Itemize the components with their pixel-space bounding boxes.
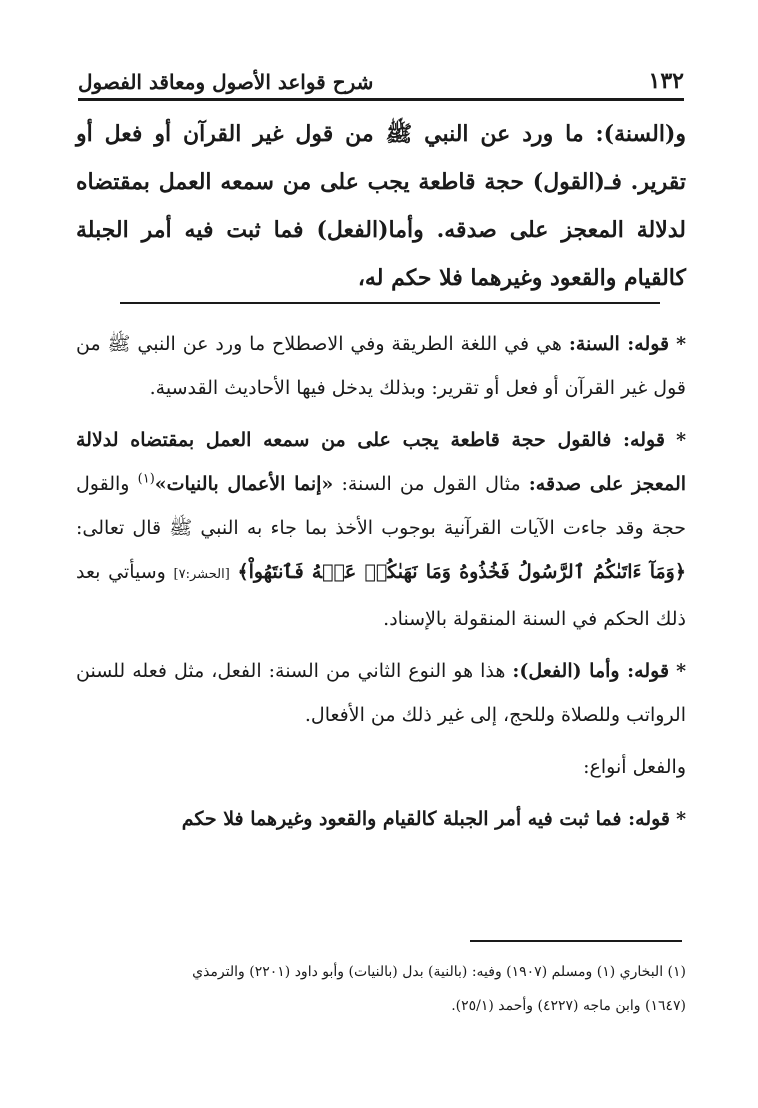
commentary-paragraph-jibillah (76, 797, 686, 841)
paragraph-text: هذا هو النوع الثاني من السنة: الفعل، مثل فعله للسنن الرواتب وللصلاة وللحج، إلى غير ذلك من الأفعال. (76, 660, 686, 726)
paragraph-lead: قوله: فالقول حجة قاطعة يجب على من سمعه العمل بمقتضاه لدلالة المعجز على صدقه: (76, 429, 687, 495)
star-marker: * (676, 333, 687, 355)
quran-ayah: ﴿وَمَآ ءَاتَىٰكُمُ ٱلرَّسُولُ فَخُذُوهُ وَمَا نَهَىٰكُمۡ عَنۡهُ فَٱنتَهُواْ﴾ (237, 561, 686, 583)
paragraph-text: هي في اللغة الطريقة وفي الاصطلاح ما ورد عن النبي ﷺ من قول غير القرآن أو فعل أو تقرير: وبذلك يدخل فيها الأحاديث القدسية. (76, 333, 686, 399)
commentary-paragraph-fil (76, 649, 686, 737)
paragraph-text: والفعل أنواع: (583, 756, 686, 778)
hadith-quote: «إنما الأعمال بالنيات» (154, 473, 334, 495)
page-header (78, 60, 684, 101)
page-number: ١٣٢ (648, 68, 684, 94)
star-marker: * (676, 660, 686, 682)
footnote-marker[interactable]: (١) (137, 471, 155, 487)
commentary-paragraph-types (76, 745, 686, 789)
running-title: شرح قواعد الأصول ومعاقد الفصول (78, 70, 374, 94)
footnotes (76, 955, 686, 1023)
footnote-line: (١) البخاري (١) ومسلم (١٩٠٧) وفيه: (بالنية) بدل (بالنيات) وأبو داود (٢٢٠١) والترمذي (192, 964, 686, 980)
star-marker: * (676, 808, 686, 830)
footnote-line: (١٦٤٧) وابن ماجه (٤٢٢٧) وأحمد (٢٥/١). (451, 998, 686, 1014)
commentary (76, 322, 686, 841)
paragraph-text: مثال القول من السنة: (341, 473, 521, 495)
paragraph-text: وسيأتي بعد ذلك الحكم في السنة المنقولة بالإسناد. (76, 561, 686, 630)
commentary-paragraph-sunnah (76, 322, 686, 410)
footnote-divider (470, 940, 682, 942)
paragraph-lead: قوله: السنة: (568, 333, 670, 355)
commentary-paragraph-qawl (76, 418, 686, 641)
paragraph-lead: قوله: وأما (الفعل): (512, 660, 670, 682)
paragraph-text: والقول حجة وقد جاءت الآيات القرآنية بوجوب الأخذ بما جاء به النبي ﷺ قال تعالى: (76, 473, 686, 539)
ayah-reference: [الحشر:٧] (173, 567, 230, 582)
matn-text: و(السنة): ما ورد عن النبي ﷺ من قول غير القرآن أو فعل أو تقرير. فـ(القول) حجة قاطعة يجب على من سمعه العمل بمقتضاه لدلالة المعجز على صدقه. وأما(الفعل) فما ثبت فيه أمر الجبلة كالقيام والقعود وغيرهما فلا حكم له، (76, 121, 686, 291)
star-marker: * (676, 429, 687, 451)
paragraph-lead: قوله: فما ثبت فيه أمر الجبلة كالقيام والقعود وغيرهما فلا حكم (181, 808, 671, 830)
matn-divider (120, 302, 660, 304)
